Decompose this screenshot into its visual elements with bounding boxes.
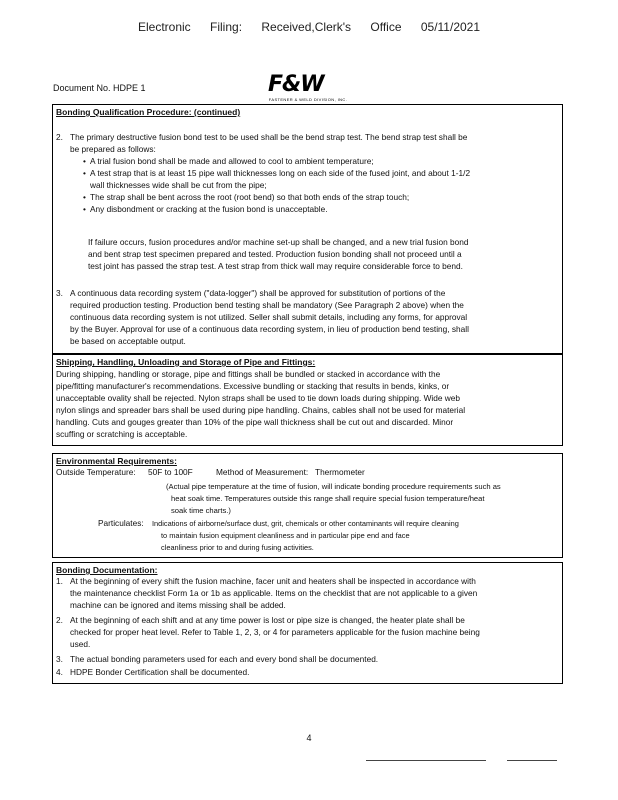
filing-part: 05/11/2021: [420, 20, 481, 34]
temperature-label: Outside Temperature:: [56, 467, 136, 477]
temperature-note: soak time charts.): [171, 506, 231, 515]
list-marker: 3.: [56, 288, 63, 298]
paragraph-line: be prepared as follows:: [70, 144, 156, 154]
section-heading: Shipping, Handling, Unloading and Storage of Pipe and Fittings:: [56, 357, 316, 367]
paragraph-line: machine can be ignored and items missing shall be added.: [70, 600, 286, 610]
bullet-icon: •: [83, 168, 86, 178]
bullet-icon: •: [83, 192, 86, 202]
particulates-line: cleanliness prior to and during fusing activities.: [161, 543, 314, 552]
filing-part: Office: [370, 20, 402, 34]
paragraph-line: scuffing or scratching is acceptable.: [56, 429, 188, 439]
filing-stamp: [0, 20, 618, 34]
signature-line: [507, 760, 557, 761]
paragraph-line: continuous data recording system is not utilized. Seller shall submit details, including any forms, for approval: [70, 312, 468, 322]
particulates-line: Indications of airborne/surface dust, grit, chemicals or other contaminants will require cleaning: [152, 519, 459, 528]
company-logo: [268, 74, 348, 106]
method-label: Method of Measurement:: [216, 467, 309, 477]
paragraph-line: checked for proper heat level. Refer to Table 1, 2, 3, or 4 for parameters applicable for the fusion machine being: [70, 627, 480, 637]
filing-part: Filing:: [210, 20, 243, 34]
paragraph-line: required production testing. Production bend testing shall be mandatory (See Paragraph 2 above) when the: [70, 300, 464, 310]
bullet-line: wall thicknesses wide shall be cut from the pipe;: [90, 180, 267, 190]
bullet-line: The strap shall be bent across the root (root bend) so that both ends of the strap touch;: [90, 192, 410, 202]
paragraph-line: During shipping, handling or storage, pipe and fittings shall be bundled or stacked in accordance with the: [56, 369, 441, 379]
section-heading: Bonding Qualification Procedure: (continued): [56, 107, 241, 117]
list-marker: 2.: [56, 615, 63, 625]
section-heading: Environmental Requirements:: [56, 456, 177, 466]
filing-part: Electronic: [137, 20, 191, 34]
paragraph-line: pipe/fitting manufacturer's recommendations. Excessive bundling or stacking that results in bends, kinks, or: [56, 381, 450, 391]
paragraph-line: by the Buyer. Approval for use of a continuous data recording system, in lieu of production bend testing, shall: [70, 324, 469, 334]
list-marker: 4.: [56, 667, 63, 677]
signature-line: [366, 760, 486, 761]
filing-part: Received,Clerk's: [261, 20, 352, 34]
paragraph-line: HDPE Bonder Certification shall be documented.: [70, 667, 250, 677]
paragraph-line: nylon slings and spreader bars shall be used during pipe handling. Chains, cables shall not be used for material: [56, 405, 466, 415]
bullet-icon: •: [83, 156, 86, 166]
temperature-range: 50F to 100F: [148, 467, 193, 477]
paragraph-line: test joint has passed the strap test. A test strap from thick wall may require considerable force to bend.: [88, 261, 463, 271]
logo-tagline: FASTENER & WELD DIVISION, INC.: [268, 97, 348, 102]
paragraph-line: The primary destructive fusion bond test to be used shall be the bend strap test. The bend strap test shall be: [70, 132, 468, 142]
bullet-line: Any disbondment or cracking at the fusion bond is unacceptable.: [90, 204, 328, 214]
paragraph-line: The actual bonding parameters used for each and every bond shall be documented.: [70, 654, 379, 664]
paragraph-line: handling. Cuts and gouges greater than 10% of the pipe wall thickness shall be cut out and discarded. Minor: [56, 417, 454, 427]
page-number: 4: [306, 733, 312, 743]
list-marker: 3.: [56, 654, 63, 664]
method-value: Thermometer: [315, 467, 365, 477]
paragraph-line: the maintenance checklist Form 1a or 1b as applicable. Items on the checklist that are not applicable to a given: [70, 588, 478, 598]
logo-wordmark: F&W: [268, 72, 324, 97]
bullet-icon: •: [83, 204, 86, 214]
paragraph-line: At the beginning of every shift the fusion machine, facer unit and heaters shall be inspected in accordance with: [70, 576, 476, 586]
paragraph-line: be based on acceptable output.: [70, 336, 186, 346]
paragraph-line: unacceptable ovality shall be rejected. Nylon straps shall be used to tie down loads during shipping. Wide web: [56, 393, 461, 403]
particulates-line: to maintain fusion equipment cleanliness and in particular pipe end and face: [161, 531, 410, 540]
temperature-note: (Actual pipe temperature at the time of fusion, will indicate bonding procedure requirements such as: [166, 482, 501, 491]
list-marker: 2.: [56, 132, 63, 142]
bullet-line: A trial fusion bond shall be made and allowed to cool to ambient temperature;: [90, 156, 374, 166]
temperature-note: heat soak time. Temperatures outside this range shall require special fusion temperature/heat: [171, 494, 485, 503]
section-heading: Bonding Documentation:: [56, 565, 158, 575]
particulates-label: Particulates:: [98, 518, 144, 528]
document-number: Document No. HDPE 1: [53, 83, 146, 93]
paragraph-line: used.: [70, 639, 91, 649]
bonding-qualification-section: [52, 104, 563, 354]
paragraph-line: If failure occurs, fusion procedures and/or machine set-up shall be changed, and a new trial fusion bond: [88, 237, 469, 247]
environmental-section: [52, 453, 563, 558]
shipping-section: [52, 354, 563, 446]
bonding-documentation-section: [52, 562, 563, 684]
paragraph-line: At the beginning of each shift and at any time power is lost or pipe size is changed, the heater plate shall be: [70, 615, 465, 625]
bullet-line: A test strap that is at least 15 pipe wall thicknesses long on each side of the fused joint, and about 1-1/2: [90, 168, 471, 178]
paragraph-line: A continuous data recording system ("data-logger") shall be approved for substitution of portions of the: [70, 288, 446, 298]
paragraph-line: and bent strap test specimen prepared and tested. Production fusion bonding shall not proceed until a: [88, 249, 462, 259]
list-marker: 1.: [56, 576, 63, 586]
